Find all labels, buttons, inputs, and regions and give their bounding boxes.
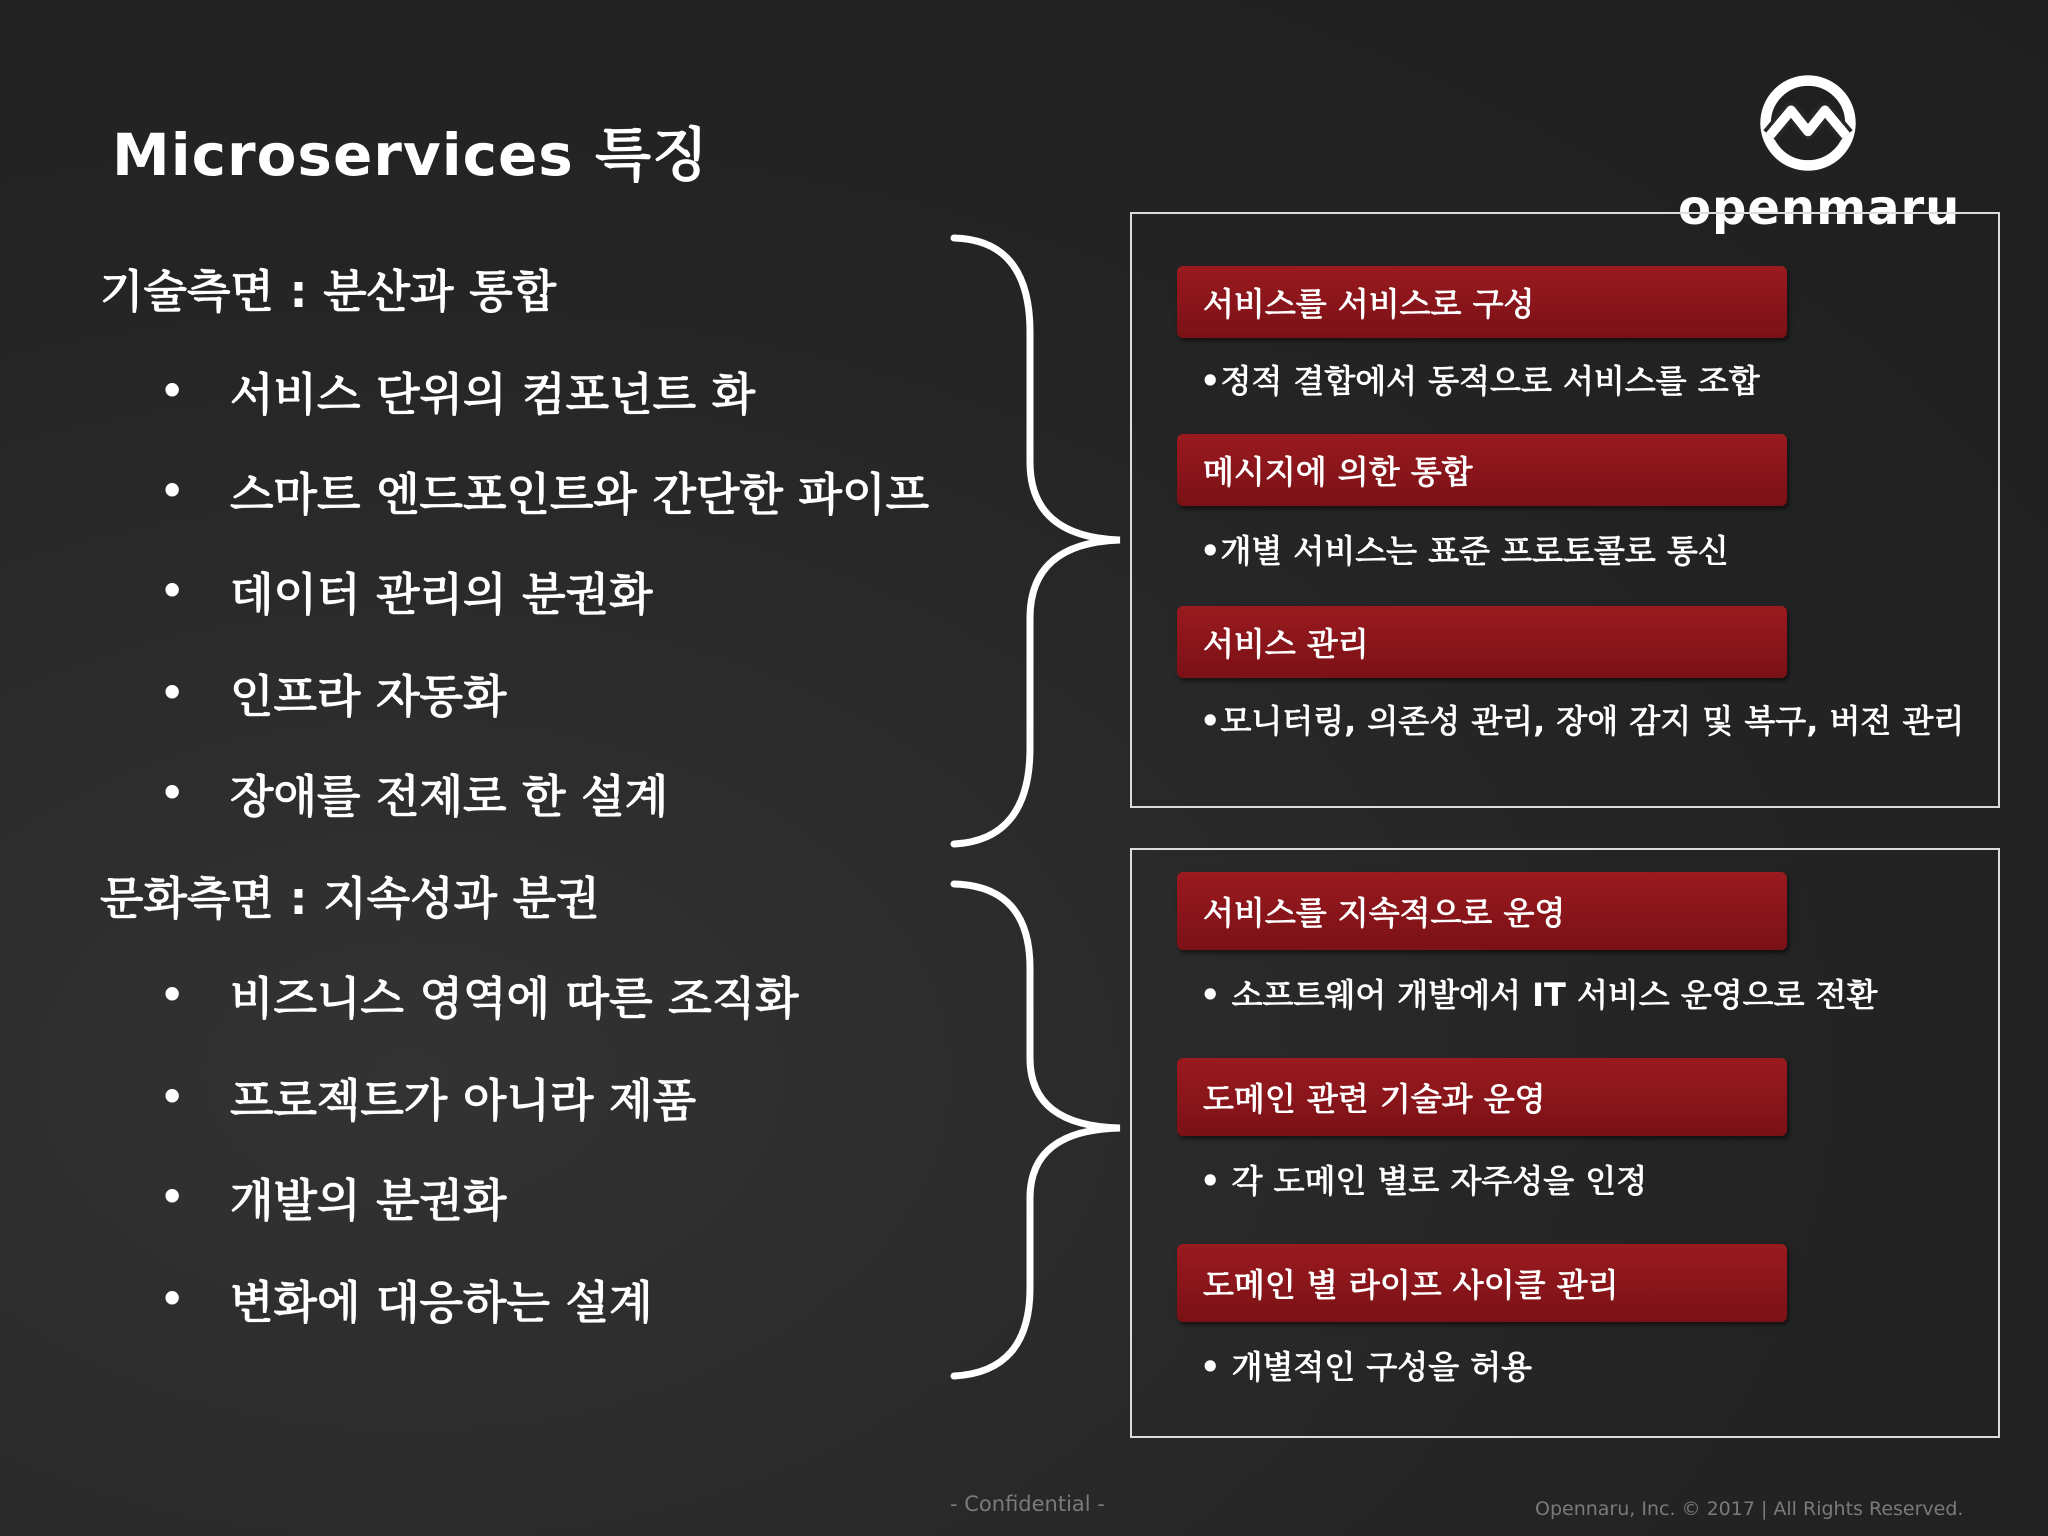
logo-text: openmaru [1678, 180, 1961, 236]
bullet-icon: • [160, 1276, 185, 1321]
list-item [160, 558, 653, 623]
list-item [160, 358, 755, 423]
bullet-icon: • [160, 1174, 185, 1219]
bullet-icon: • [160, 770, 185, 815]
slide-title: Microservices 특징 [112, 121, 710, 189]
feature-bar: 서비스를 서비스로 구성 [1177, 266, 1787, 338]
tech-heading: 기술측면 : 분산과 통합 [100, 265, 557, 318]
list-item-label: 스마트 엔드포인트와 간단한 파이프 [230, 468, 930, 521]
feature-desc: •개별 서비스는 표준 프로토콜로 통신 [1200, 532, 1729, 570]
list-item-label: 데이터 관리의 분권화 [230, 568, 653, 621]
culture-panel [1130, 848, 2000, 1438]
curly-brace-icon [950, 878, 1130, 1382]
list-item-label: 비즈니스 영역에 따른 조직화 [230, 972, 799, 1025]
list-item-label: 장애를 전제로 한 설계 [230, 770, 669, 823]
feature-bar: 도메인 별 라이프 사이클 관리 [1177, 1244, 1787, 1322]
list-item [160, 1164, 507, 1229]
list-item-label: 인프라 자동화 [230, 670, 507, 723]
bullet-icon: • [160, 1074, 185, 1119]
feature-desc: •모니터링, 의존성 관리, 장애 감지 및 복구, 버전 관리 [1200, 702, 1965, 740]
list-item-label: 개발의 분권화 [230, 1174, 507, 1227]
feature-bar: 메시지에 의한 통합 [1177, 434, 1787, 506]
bullet-icon: • [160, 568, 185, 613]
curly-brace-icon [950, 232, 1130, 852]
bullet-icon: • [160, 368, 185, 413]
feature-desc: • 각 도메인 별로 자주성을 인정 [1200, 1162, 1648, 1200]
list-item-label: 변화에 대응하는 설계 [230, 1276, 653, 1329]
feature-bar: 도메인 관련 기술과 운영 [1177, 1058, 1787, 1136]
bullet-icon: • [160, 670, 185, 715]
openmaru-logo-icon [1755, 70, 1861, 176]
confidential-label: - Confidential - [950, 1492, 1105, 1516]
tech-panel [1130, 212, 2000, 808]
feature-desc: • 소프트웨어 개발에서 IT 서비스 운영으로 전환 [1200, 976, 1878, 1014]
list-item [160, 458, 929, 523]
feature-bar: 서비스를 지속적으로 운영 [1177, 872, 1787, 950]
bullet-icon: • [160, 972, 185, 1017]
list-item [160, 1266, 653, 1331]
culture-heading: 문화측면 : 지속성과 분권 [100, 872, 600, 925]
list-item [160, 660, 507, 725]
list-item [160, 962, 799, 1027]
list-item [160, 760, 668, 825]
list-item-label: 서비스 단위의 컴포넌트 화 [230, 368, 756, 421]
bullet-icon: • [160, 468, 185, 513]
feature-bar: 서비스 관리 [1177, 606, 1787, 678]
copyright-label: Opennaru, Inc. © 2017 | All Rights Reserved. [1535, 1498, 1964, 1520]
feature-desc: •정적 결합에서 동적으로 서비스를 조합 [1200, 362, 1760, 400]
list-item-label: 프로젝트가 아니라 제품 [230, 1074, 697, 1127]
feature-desc: • 개별적인 구성을 허용 [1200, 1348, 1533, 1386]
list-item [160, 1064, 696, 1129]
